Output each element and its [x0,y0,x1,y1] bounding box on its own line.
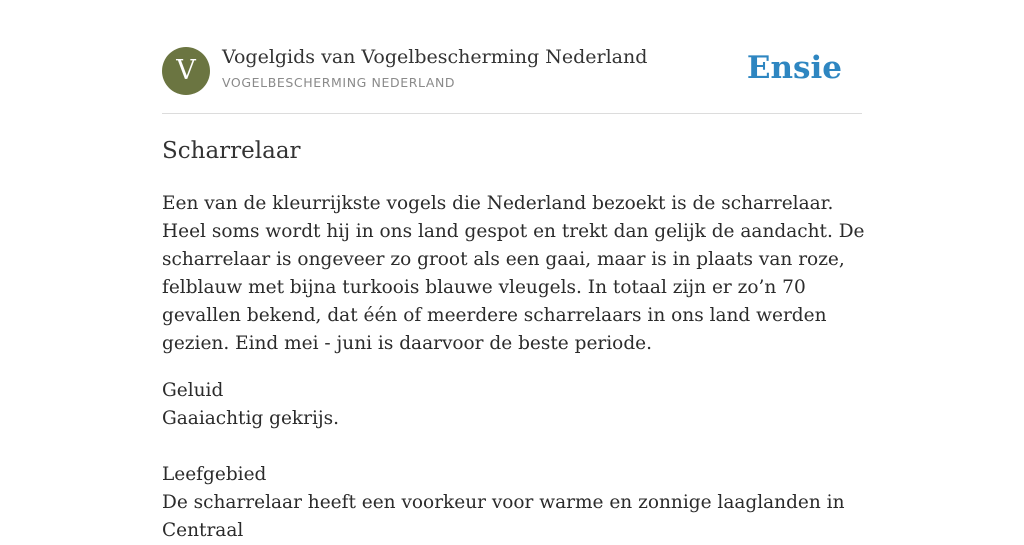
article-intro: Een van de kleurrijkste vogels die Nederland bezoekt is de scharrelaar. Heel soms wordt hij in ons land gespot en trekt dan gelijk de aandacht. De scharrelaar is ongeveer zo groot als een gaai, maar is in plaats van roze, felblauw met bijna turkoois blauwe vleugels. In totaal zijn er zo’n 70 gevallen bekend, dat één of meerdere scharrelaars in ons land werden gezien. Eind mei - juni is daarvoor de beste periode. [162,193,865,354]
source-avatar[interactable]: V [162,47,210,95]
section-heading: Leefgebied [162,464,267,485]
article-title: Scharrelaar [162,138,301,164]
article-body [162,190,867,545]
section-text: De scharrelaar heeft een voorkeur voor warme en zonnige laaglanden in Centraal [162,492,845,541]
source-subtitle[interactable]: VOGELBESCHERMING NEDERLAND [222,75,456,90]
brand-logo[interactable]: Ensie [746,50,842,86]
section-text: Gaaiachtig gekrijs. [162,408,340,429]
header [162,0,862,114]
source-title[interactable]: Vogelgids van Vogelbescherming Nederland [222,46,648,68]
page [162,0,865,541]
section-heading: Geluid [162,380,224,401]
